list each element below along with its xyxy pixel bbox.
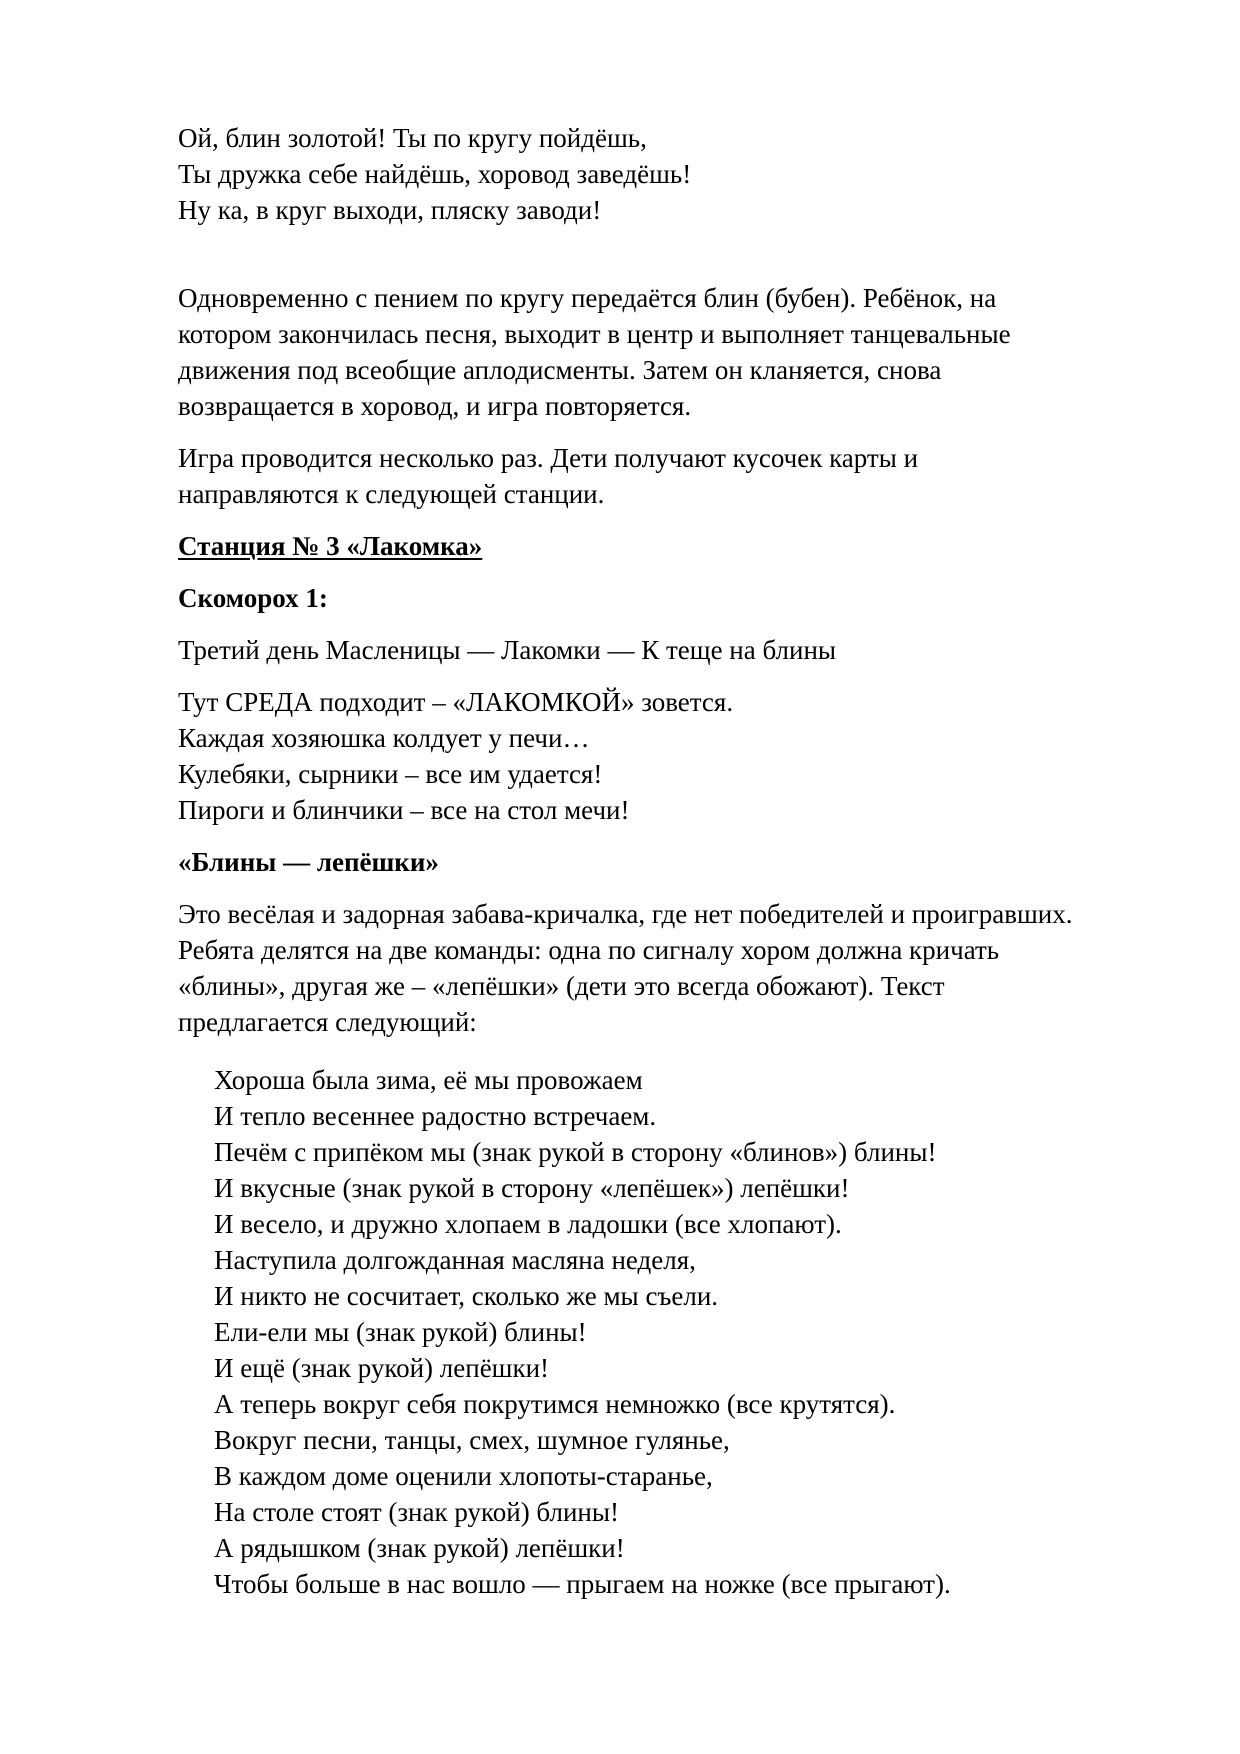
document-page	[178, 120, 1178, 1602]
verse-line: Каждая хозяюшка колдует у печи…	[178, 723, 590, 753]
verse-line: Ой, блин золотой! Ты по кругу пойдёшь,	[178, 123, 647, 153]
chant-line: Вокруг песни, танцы, смех, шумное гулянье,	[214, 1425, 730, 1455]
verse-2	[178, 684, 1178, 828]
text-line: «блины», другая же – «лепёшки» (дети это всегда обожают). Текст	[178, 971, 945, 1001]
intro-line	[178, 632, 1178, 668]
chant-line: И никто не сосчитает, сколько же мы съели.	[214, 1281, 719, 1311]
chant-line: И вкусные (знак рукой в сторону «лепёшек») лепёшки!	[214, 1173, 850, 1203]
text-line: Одновременно с пением по кругу передаётся блин (бубен). Ребёнок, на	[178, 283, 997, 313]
text-line: направляются к следующей станции.	[178, 479, 605, 509]
speaker-label: Скоморох 1:	[178, 583, 328, 613]
chant-line: Чтобы больше в нас вошло — прыгаем на ножке (все прыгают).	[214, 1569, 951, 1599]
chant-line: И ещё (знак рукой) лепёшки!	[214, 1353, 550, 1383]
paragraph-game-repeat	[178, 440, 1178, 512]
chant-line: А теперь вокруг себя покрутимся немножко (все крутятся).	[214, 1389, 896, 1419]
text-line: котором закончилась песня, выходит в центр и выполняет танцевальные	[178, 319, 1011, 349]
chant-line: Наступила долгожданная масляна неделя,	[214, 1245, 696, 1275]
verse-line: Тут СРЕДА подходит – «ЛАКОМКОЙ» зовется.	[178, 687, 734, 717]
text-line: движения под всеобщие аплодисменты. Затем он кланяется, снова	[178, 355, 942, 385]
text-line: предлагается следующий:	[178, 1007, 477, 1037]
verse-line: Ну ка, в круг выходи, пляску заводи!	[178, 195, 602, 225]
verse-line: Ты дружка себе найдёшь, хоровод заведёшь!	[178, 159, 692, 189]
station-heading: Станция № 3 «Лакомка»	[178, 531, 483, 561]
verse-1	[178, 120, 1178, 228]
paragraph-game-rules	[178, 280, 1178, 424]
text-line: возвращается в хоровод, и игра повторяется.	[178, 391, 692, 421]
text-line: Игра проводится несколько раз. Дети получают кусочек карты и	[178, 443, 919, 473]
chant-line: И тепло весеннее радостно встречаем.	[214, 1101, 657, 1131]
chant-line: В каждом доме оценили хлопоты-старанье,	[214, 1461, 713, 1491]
chant-line: Печём с припёком мы (знак рукой в сторону «блинов») блины!	[214, 1137, 937, 1167]
verse-line: Пироги и блинчики – все на стол мечи!	[178, 795, 630, 825]
chant-line: Хороша была зима, её мы провожаем	[214, 1065, 643, 1095]
text-line: Третий день Масленицы — Лакомки — К теще на блины	[178, 635, 837, 665]
verse-line: Кулебяки, сырники – все им удается!	[178, 759, 603, 789]
game-description	[178, 896, 1178, 1040]
text-line: Это весёлая и задорная забава-кричалка, где нет победителей и проигравших.	[178, 899, 1073, 929]
chant-line: А рядышком (знак рукой) лепёшки!	[214, 1533, 625, 1563]
chant-verse	[214, 1062, 1178, 1602]
chant-line: Ели-ели мы (знак рукой) блины!	[214, 1317, 587, 1347]
text-line: Ребята делятся на две команды: одна по сигналу хором должна кричать	[178, 935, 1000, 965]
chant-line: И весело, и дружно хлопаем в ладошки (все хлопают).	[214, 1209, 842, 1239]
game-heading: «Блины — лепёшки»	[178, 847, 439, 877]
chant-line: На столе стоят (знак рукой) блины!	[214, 1497, 619, 1527]
